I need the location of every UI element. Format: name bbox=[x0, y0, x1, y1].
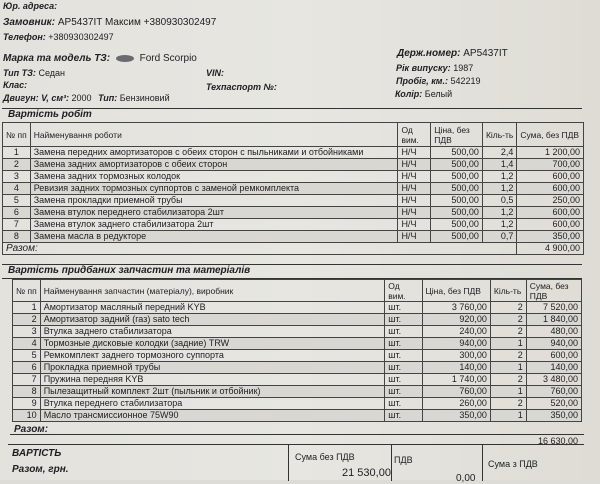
summary-vat-label: ПДВ bbox=[394, 455, 413, 465]
parts-row-sum: 480,00 bbox=[526, 326, 581, 338]
parts-col-unit: Од вим. bbox=[385, 280, 422, 302]
engine-line bbox=[3, 93, 170, 103]
plate-line bbox=[397, 48, 508, 59]
works-row-unit: Н/Ч bbox=[398, 219, 431, 231]
parts-row-qty: 1 bbox=[490, 386, 526, 398]
class-line bbox=[3, 80, 27, 90]
parts-row-sum: 760,00 bbox=[526, 386, 581, 398]
parts-row-unit: шт. bbox=[385, 374, 422, 386]
parts-col-sum: Сума, без ПДВ bbox=[526, 280, 581, 302]
summary-sum-with-vat-label: Сума з ПДВ bbox=[488, 459, 538, 469]
phone-value: +380930302497 bbox=[48, 32, 114, 42]
mileage-label: Пробіг, км.: bbox=[396, 76, 448, 86]
summary-divider-3 bbox=[482, 445, 483, 481]
parts-col-num: № пп bbox=[13, 280, 41, 302]
parts-row-qty: 1 bbox=[490, 410, 526, 422]
fuel-value: Бензиновий bbox=[119, 93, 170, 103]
parts-row-name: Прокладка приемной трубы bbox=[40, 362, 385, 374]
summary-block bbox=[8, 444, 584, 484]
works-row bbox=[3, 195, 584, 207]
parts-total-value: 16 630,00 bbox=[538, 436, 579, 446]
parts-row-unit: шт. bbox=[385, 302, 422, 314]
parts-row-num: 7 bbox=[13, 374, 41, 386]
works-row-sum: 1 200,00 bbox=[517, 147, 584, 159]
parts-row-price: 350,00 bbox=[422, 410, 490, 422]
works-row-qty: 0,7 bbox=[482, 231, 516, 243]
works-row bbox=[3, 183, 584, 195]
parts-row-unit: шт. bbox=[385, 398, 422, 410]
summary-sum-no-vat-value: 21 530,00 bbox=[342, 467, 391, 479]
works-row-num: 2 bbox=[3, 159, 31, 171]
works-row-qty: 2,4 bbox=[482, 147, 516, 159]
mileage-line bbox=[396, 76, 481, 86]
works-row-price: 500,00 bbox=[431, 207, 483, 219]
works-row-price: 500,00 bbox=[431, 231, 483, 243]
parts-total-label: Разом: bbox=[14, 424, 49, 435]
works-col-unit: Од вим. bbox=[398, 123, 431, 147]
parts-row bbox=[13, 314, 582, 326]
vin-line bbox=[206, 68, 224, 78]
parts-row-unit: шт. bbox=[385, 314, 422, 326]
parts-row-price: 300,00 bbox=[422, 350, 490, 362]
parts-row-sum: 940,00 bbox=[526, 338, 581, 350]
works-row-num: 4 bbox=[3, 183, 31, 195]
brand-value: Ford Scorpio bbox=[139, 53, 197, 64]
works-row-name: Замена задних амортизаторов с обеих сторон bbox=[30, 159, 398, 171]
works-row-price: 500,00 bbox=[431, 195, 483, 207]
parts-col-qty: Кіль-ть bbox=[490, 280, 526, 302]
parts-row-sum: 600,00 bbox=[526, 350, 581, 362]
works-row-name: Замена передних амортизаторов с обеих сторон с пыльниками и отбойниками bbox=[30, 147, 398, 159]
parts-row-name: Ремкомплект заднего тормозного суппорта bbox=[40, 350, 385, 362]
works-row-num: 3 bbox=[3, 171, 31, 183]
works-row-name: Замена прокладки приемной трубы bbox=[30, 195, 398, 207]
parts-row-unit: шт. bbox=[385, 362, 422, 374]
parts-row-unit: шт. bbox=[385, 410, 422, 422]
type-line bbox=[3, 68, 65, 78]
parts-row-price: 240,00 bbox=[422, 326, 490, 338]
summary-sum-no-vat-label: Сума без ПДВ bbox=[295, 452, 355, 462]
customer-line bbox=[3, 17, 216, 28]
parts-row-price: 140,00 bbox=[422, 362, 490, 374]
ford-logo-icon bbox=[116, 55, 134, 62]
phone-line bbox=[3, 32, 114, 42]
parts-row bbox=[13, 326, 582, 338]
works-col-name: Найменування роботи bbox=[30, 123, 398, 147]
works-row-price: 500,00 bbox=[431, 183, 483, 195]
works-row-qty: 1,2 bbox=[482, 207, 516, 219]
works-row-num: 7 bbox=[3, 219, 31, 231]
parts-row-sum: 350,00 bbox=[526, 410, 581, 422]
works-row-sum: 600,00 bbox=[517, 207, 584, 219]
works-row-sum: 600,00 bbox=[517, 171, 584, 183]
parts-table bbox=[12, 279, 582, 422]
parts-row-num: 9 bbox=[13, 398, 41, 410]
parts-row-num: 4 bbox=[13, 338, 41, 350]
works-row-sum: 350,00 bbox=[517, 231, 584, 243]
parts-row-name: Амортизатор задний (газ) sato tech bbox=[40, 314, 385, 326]
works-row-sum: 600,00 bbox=[517, 219, 584, 231]
parts-row-price: 1 740,00 bbox=[422, 374, 490, 386]
works-row-name: Ревизия задних тормозных суппортов с заменой ремкомплекта bbox=[30, 183, 398, 195]
engine-label: Двигун: V, см³: bbox=[3, 93, 70, 103]
color-value: Белый bbox=[424, 89, 453, 99]
works-row bbox=[3, 207, 584, 219]
works-row-qty: 0,5 bbox=[482, 195, 516, 207]
parts-row-sum: 7 520,00 bbox=[526, 302, 581, 314]
parts-row-qty: 1 bbox=[490, 338, 526, 350]
works-row-name: Замена втулок заднего стабилизатора 2шт bbox=[30, 219, 398, 231]
parts-row-num: 8 bbox=[13, 386, 41, 398]
parts-row-name: Амортизатор масляный передний KYB bbox=[40, 302, 385, 314]
parts-section-bar bbox=[2, 264, 582, 279]
works-col-num: № пп bbox=[3, 123, 31, 147]
works-row-price: 500,00 bbox=[431, 159, 483, 171]
parts-row-name: Втулка заднего стабилизатора bbox=[40, 326, 385, 338]
parts-row bbox=[13, 386, 582, 398]
year-line bbox=[396, 63, 473, 73]
works-title: Вартість робіт bbox=[8, 109, 92, 120]
parts-row-unit: шт. bbox=[385, 326, 422, 338]
parts-title: Вартість придбаних запчастин та матеріалів bbox=[8, 265, 251, 276]
works-total-label: Разом: bbox=[3, 243, 517, 255]
works-row-qty: 1,2 bbox=[482, 219, 516, 231]
parts-row bbox=[13, 362, 582, 374]
parts-row-price: 940,00 bbox=[422, 338, 490, 350]
works-section-bar bbox=[2, 108, 582, 123]
parts-row-num: 3 bbox=[13, 326, 41, 338]
year-label: Рік випуску: bbox=[396, 63, 451, 73]
works-row-name: Замена втулок переднего стабилизатора 2шт bbox=[30, 207, 398, 219]
parts-row bbox=[13, 350, 582, 362]
parts-row bbox=[13, 338, 582, 350]
works-row bbox=[3, 171, 584, 183]
parts-row-price: 920,00 bbox=[422, 314, 490, 326]
fuel-label: Тип: bbox=[98, 93, 118, 103]
works-row-unit: Н/Ч bbox=[398, 147, 431, 159]
parts-row bbox=[13, 374, 582, 386]
works-row-unit: Н/Ч bbox=[398, 207, 431, 219]
summary-vat-value: 0,00 bbox=[456, 473, 476, 484]
parts-row-name: Пылезащитный комплект 2шт (пыльник и отбойник) bbox=[40, 386, 385, 398]
parts-row-qty: 2 bbox=[490, 374, 526, 386]
parts-col-price: Ціна, без ПДВ bbox=[422, 280, 490, 302]
parts-col-name: Найменування запчастин (матеріалу), виробник bbox=[40, 280, 385, 302]
parts-row-sum: 1 840,00 bbox=[526, 314, 581, 326]
summary-divider-1 bbox=[288, 445, 289, 481]
plate-label: Держ.номер: bbox=[397, 48, 461, 59]
parts-row bbox=[13, 398, 582, 410]
parts-row-unit: шт. bbox=[385, 350, 422, 362]
parts-row-qty: 2 bbox=[490, 398, 526, 410]
works-row-sum: 700,00 bbox=[517, 159, 584, 171]
customer-value: АР5437IT Максим +380930302497 bbox=[57, 17, 217, 28]
parts-row-name: Пружина передняя KYB bbox=[40, 374, 385, 386]
parts-total-divider bbox=[10, 434, 584, 435]
vin-label: VIN: bbox=[206, 68, 224, 78]
parts-row-sum: 140,00 bbox=[526, 362, 581, 374]
parts-row-unit: шт. bbox=[385, 338, 422, 350]
parts-row-qty: 1 bbox=[490, 362, 526, 374]
works-row-qty: 1,4 bbox=[482, 159, 516, 171]
works-row-unit: Н/Ч bbox=[398, 231, 431, 243]
works-row-unit: Н/Ч bbox=[398, 183, 431, 195]
works-row bbox=[3, 231, 584, 243]
works-col-price: Ціна, без ПДВ bbox=[431, 123, 483, 147]
brand-line bbox=[3, 53, 197, 64]
summary-divider-2 bbox=[391, 445, 392, 481]
color-label: Колір: bbox=[395, 89, 423, 99]
parts-row-unit: шт. bbox=[385, 386, 422, 398]
techpassport-line bbox=[206, 82, 277, 92]
parts-row-price: 760,00 bbox=[422, 386, 490, 398]
works-row-unit: Н/Ч bbox=[398, 171, 431, 183]
parts-row-qty: 2 bbox=[490, 326, 526, 338]
works-row-name: Замена задних тормозных колодок bbox=[30, 171, 398, 183]
works-row-num: 6 bbox=[3, 207, 31, 219]
parts-row-num: 2 bbox=[13, 314, 41, 326]
parts-row-price: 3 760,00 bbox=[422, 302, 490, 314]
customer-label: Замовник: bbox=[3, 17, 56, 28]
brand-label: Марка та модель ТЗ: bbox=[3, 53, 111, 64]
works-row bbox=[3, 147, 584, 159]
works-row-num: 1 bbox=[3, 147, 31, 159]
class-label: Клас: bbox=[3, 80, 28, 90]
parts-row-qty: 2 bbox=[490, 350, 526, 362]
works-row-name: Замена масла в редукторе bbox=[30, 231, 398, 243]
works-total-row bbox=[3, 243, 584, 255]
year-value: 1987 bbox=[453, 63, 474, 73]
works-row-qty: 1,2 bbox=[482, 171, 516, 183]
address-label: Юр. адреса: bbox=[3, 1, 58, 11]
type-value: Седан bbox=[38, 68, 65, 78]
summary-total-label: Разом, грн. bbox=[12, 464, 69, 475]
works-col-sum: Сума, без ПДВ bbox=[517, 123, 584, 147]
parts-row-name: Втулка переднего стабилизатора bbox=[40, 398, 385, 410]
parts-row-qty: 2 bbox=[490, 302, 526, 314]
parts-row-name: Масло трансмиссионное 75W90 bbox=[40, 410, 385, 422]
type-label: Тип ТЗ: bbox=[3, 68, 36, 78]
works-row-sum: 250,00 bbox=[517, 195, 584, 207]
works-row-price: 500,00 bbox=[431, 147, 483, 159]
parts-row-num: 6 bbox=[13, 362, 41, 374]
summary-title: ВАРТІСТЬ bbox=[12, 448, 62, 459]
works-row-unit: Н/Ч bbox=[398, 195, 431, 207]
engine-value: 2000 bbox=[71, 93, 92, 103]
parts-row-sum: 520,00 bbox=[526, 398, 581, 410]
plate-value: АР5437IT bbox=[463, 48, 508, 59]
works-row bbox=[3, 159, 584, 171]
parts-row bbox=[13, 410, 582, 422]
parts-row-qty: 2 bbox=[490, 314, 526, 326]
parts-row-num: 10 bbox=[13, 410, 41, 422]
phone-label: Телефон: bbox=[3, 32, 46, 42]
works-row-price: 500,00 bbox=[431, 219, 483, 231]
techpassport-label: Техпаспорт №: bbox=[206, 82, 277, 92]
parts-row-price: 260,00 bbox=[422, 398, 490, 410]
color-line bbox=[395, 89, 452, 99]
works-total-value: 4 900,00 bbox=[517, 243, 584, 255]
works-row-qty: 1,2 bbox=[482, 183, 516, 195]
works-row bbox=[3, 219, 584, 231]
works-col-qty: Кіль-ть bbox=[482, 123, 516, 147]
parts-row bbox=[13, 302, 582, 314]
mileage-value: 542219 bbox=[450, 76, 481, 86]
works-row-unit: Н/Ч bbox=[398, 159, 431, 171]
works-row-price: 500,00 bbox=[431, 171, 483, 183]
works-row-sum: 600,00 bbox=[517, 183, 584, 195]
works-row-num: 8 bbox=[3, 231, 31, 243]
parts-row-name: Тормозные дисковые колодки (задние) TRW bbox=[40, 338, 385, 350]
works-table bbox=[2, 122, 584, 255]
parts-row-sum: 3 480,00 bbox=[526, 374, 581, 386]
parts-row-num: 5 bbox=[13, 350, 41, 362]
works-row-num: 5 bbox=[3, 195, 31, 207]
parts-row-num: 1 bbox=[13, 302, 41, 314]
